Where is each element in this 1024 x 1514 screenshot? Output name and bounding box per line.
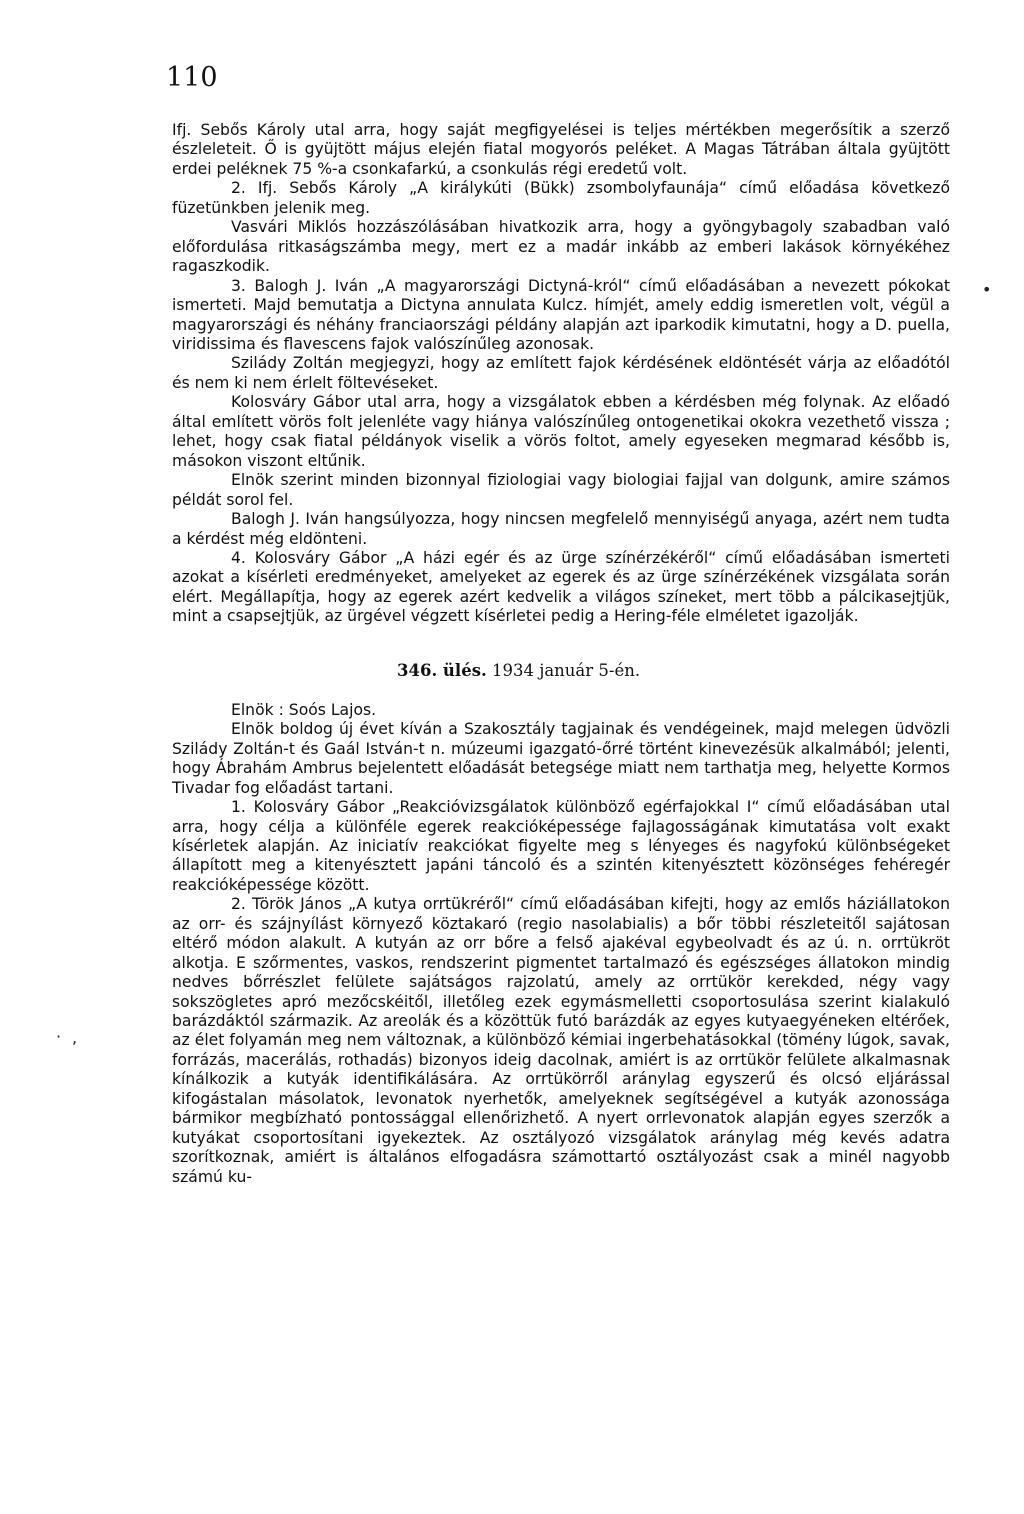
paragraph: Sziládу Zoltán megjegyzi, hogy az említett fajok kérdésének eldöntését várja az előadótól és nem ki nem érlelt föltevéseket. <box>172 354 950 392</box>
paragraph: Ifj. Sebős Károly utal arra, hogy saját megfigyelései is teljes mértékben megerősítik a szerző észleleteit. Ő is gyüjtött május elején fiatal mogyorós peléket. A Magas Tátrában általa gyüjtött erdei peléknek 75 %-a csonkafarkú, a csonkulás régi eredetű volt. <box>172 121 950 178</box>
margin-dot-mark-2: · <box>56 1027 62 1046</box>
paragraph: Elnök boldog új évet kíván a Szakosztály tagjainak és vendégeinek, majd melegen üdvözli Sziládу Zoltán-t és Gaál István-t n. múzeumi igazgató-őrré történt kinevezésük alkalmából; jelenti, hogy Ábrahám Ambrus bejelentett előadását betegsége miatt nem tarthatja meg, helyette Kormos Tivadar fog előadást tartani. <box>172 720 950 797</box>
margin-comma-mark: , <box>72 1028 78 1047</box>
chair-line: Elnök : Soós Lajos. <box>231 700 377 719</box>
paragraph: Kolosváry Gábor utal arra, hogy a vizsgálatok ebben a kérdésben még folynak. Az előadó által említett vörös folt jelenléte vagy hiánya valószínűleg ontogenetikai okokra vezethető vissza ; lehet, hogy csak fiatal példányok viselik a vörös foltot, amely egyeseken megmarad később is, másokon viszont eltűnik. <box>172 393 950 470</box>
session-date: 1934 január 5-én. <box>491 660 641 680</box>
paragraph: 2. Ifj. Sebős Károly „A királykúti (Bükk) zsombolyfaunája“ című előadása következő füzetünkben jelenik meg. <box>172 179 950 217</box>
margin-dot-mark: • <box>982 280 992 299</box>
paragraph: Balogh J. Iván hangsúlyozza, hogy nincsen megfelelő mennyiségű anyaga, azért nem tudta a kérdést még eldönteni. <box>172 510 950 548</box>
page-number: 110 <box>166 62 218 93</box>
paragraph: Vasvári Miklós hozzászólásában hivatkozik arra, hogy a gyöngybagoly szabadban való előfordulása ritkaságszámba megy, mert ez a madár inkább az emberi lakások környékéhez ragaszkodik. <box>172 218 950 276</box>
paragraph: 2. Török János „A kutya orrtükréről“ című előadásában kifejti, hogy az emlős háziállatokon az orr- és szájnyílást környező köztakaró (regio nasolabialis) a bőr többi részleteitől sajátosan eltérő módon alakult. A kutyán az orr bőre a felső ajakéval egybeolvadt és az ú. n. orrtükröt alkotja. E szőrmentes, vaskos, rendszerint pigmentet tartalmazó és egészséges állatokon mindig nedves bőrrészlet felülete sajátságos rajzolatú, amely az orrtükör kerekded, négy vagy sokszögletes apró mezőcskéitől, illetőleg ezek egymásmelletti csoportosulása szerint kialakuló barázdáktól származik. Az areolák és a közöttük futó barázdák az egyes kutyaegyéneken eltérőek, az élet folyamán meg nem változnak, a különböző kémiai ingerbehatásokkal (tömény lúgok, savak, forrázás, macerálás, rothadás) bizonyos ideig dacolnak, amiért is az orrtükör felülete alkalmasnak kínálkozik a kutyák identifikálására. Az orrtükörről aránylag egyszerű és olcsó eljárással kifogástalan másolatok, levonatok nyerhetők, amelyeknek segítségével a kutyák azonossága bármikor megbízható pontossággal ellenőrizhető. A nyert orrlevonatok alapján egyes szerzők a kutyákat csoportosítani igyekeztek. Az osztályozó vizsgálatok aránylag még kevés adatra szorítkoznak, amiért is általános elfogadásra számottartó osztályozást csak a minél nagyobb számú ku- <box>172 895 950 1186</box>
paragraph: 1. Kolosváry Gábor „Reakcióvizsgálatok különböző egérfajokkal I“ című előadásában utal arra, hogy célja a különféle egerek reakcióképessége fajlagosságának kimutatása volt exakt kísérletek alapján. Az iniciatív reakciókat figyelte meg s lényeges és nagyfokú különbségeket állapított meg a kitenyésztett japáni táncoló és a szintén kitenyésztett közönséges fehéregér reakcióképessége között. <box>172 798 950 894</box>
paragraph: Elnök szerint minden bizonnyal fiziologiai vagy biologiai fajjal van dolgunk, amire számos példát sorol fel. <box>172 471 950 509</box>
session-number: 346. ülés. <box>397 660 487 680</box>
body-text <box>172 121 950 1187</box>
paragraph: 3. Balogh J. Iván „A magyarországi Dictyná-król“ című előadásában a nevezett pókokat ismerteti. Majd bemutatja a Dictyna annulata Kulcz. hímjét, amely eddig ismeretlen volt, végül a magyarországi és néhány franciaországi példány alapján azt iparkodik kimutatni, hogy a D. puella, viridissima és flavescens fajok valószínűleg azonosak. <box>172 276 950 353</box>
paragraph: 4. Kolosváry Gábor „A házi egér és az ürge színérzékéről“ című előadásában ismerteti azokat a kísérleti eredményeket, amelyeket az egerek és az ürge színérzékének vizsgálata során elért. Megállapítja, hogy az egerek azért kedvelik a világos színeket, mert több a pálcikasejtjük, mint a csapsejtjük, az ürgével végzett kísérletei pedig a Hering-féle elméletet igazolják. <box>172 548 950 626</box>
session-heading <box>172 661 950 681</box>
